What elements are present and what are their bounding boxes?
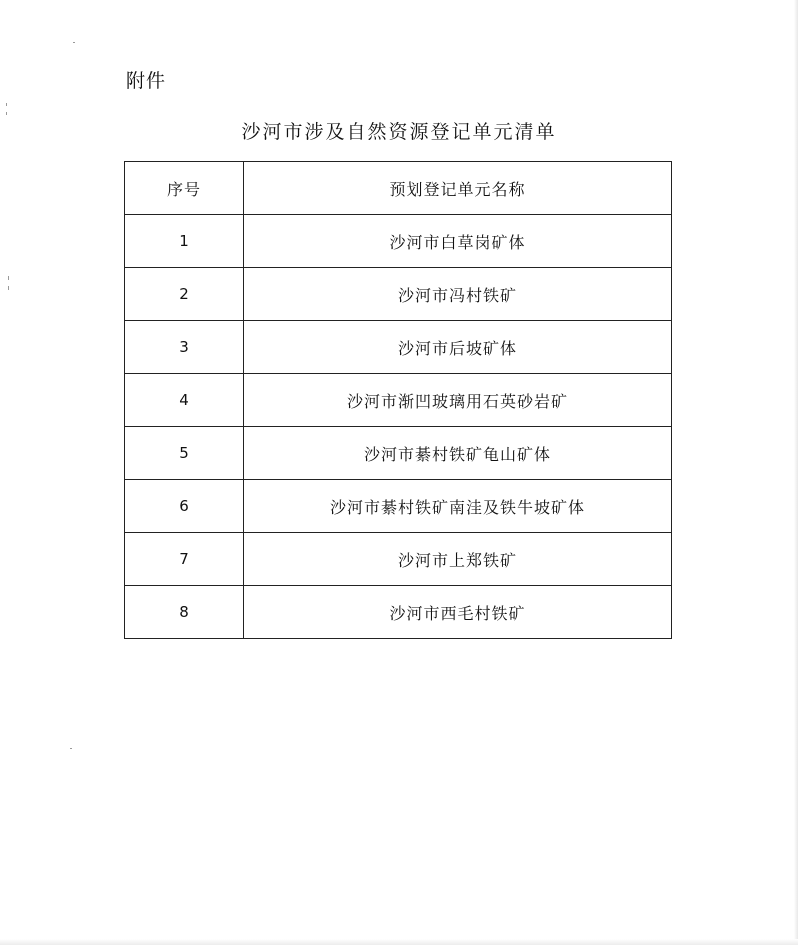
table-header-row xyxy=(125,162,672,215)
page-right-edge xyxy=(794,0,798,945)
scan-speck xyxy=(8,276,9,280)
row-unit-name: 沙河市冯村铁矿 xyxy=(244,268,672,321)
table-row xyxy=(125,268,672,321)
row-index: 2 xyxy=(125,268,244,321)
table-row xyxy=(125,427,672,480)
scan-speck xyxy=(70,748,72,749)
row-index: 1 xyxy=(125,215,244,268)
header-index: 序号 xyxy=(125,162,244,215)
row-index: 7 xyxy=(125,533,244,586)
table-row xyxy=(125,215,672,268)
row-unit-name: 沙河市綦村铁矿龟山矿体 xyxy=(244,427,672,480)
registration-unit-table xyxy=(124,161,672,639)
scan-speck xyxy=(73,42,75,43)
table-row xyxy=(125,480,672,533)
table-row xyxy=(125,321,672,374)
page-bottom-edge xyxy=(0,939,798,945)
row-unit-name: 沙河市渐凹玻璃用石英砂岩矿 xyxy=(244,374,672,427)
row-index: 6 xyxy=(125,480,244,533)
document-title: 沙河市涉及自然资源登记单元清单 xyxy=(241,121,557,143)
table-row xyxy=(125,374,672,427)
row-unit-name: 沙河市綦村铁矿南洼及铁牛坡矿体 xyxy=(244,480,672,533)
table-row xyxy=(125,533,672,586)
row-index: 4 xyxy=(125,374,244,427)
scan-speck xyxy=(8,286,9,290)
row-unit-name: 沙河市白草岗矿体 xyxy=(244,215,672,268)
row-unit-name: 沙河市后坡矿体 xyxy=(244,321,672,374)
row-index: 8 xyxy=(125,586,244,639)
table-row xyxy=(125,586,672,639)
row-index: 3 xyxy=(125,321,244,374)
row-index: 5 xyxy=(125,427,244,480)
scan-speck xyxy=(6,112,7,115)
row-unit-name: 沙河市西毛村铁矿 xyxy=(244,586,672,639)
header-unit-name: 预划登记单元名称 xyxy=(244,162,672,215)
row-unit-name: 沙河市上郑铁矿 xyxy=(244,533,672,586)
attachment-label: 附件 xyxy=(126,70,167,92)
scan-speck xyxy=(6,103,7,106)
